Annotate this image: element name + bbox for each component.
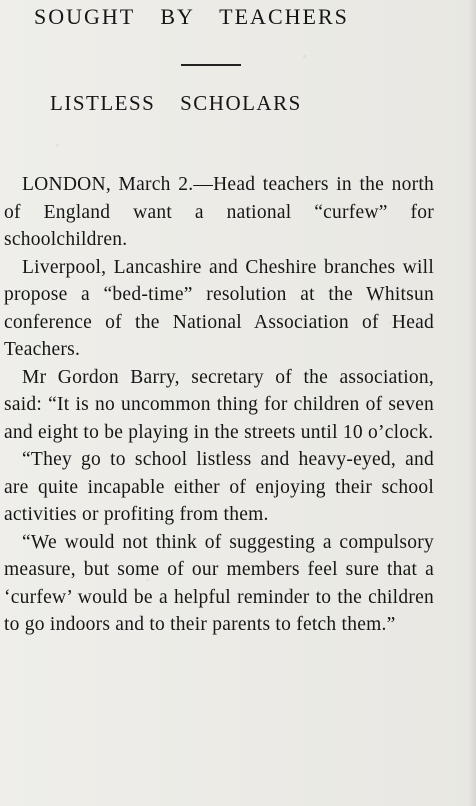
article-kicker: SOUGHT BY TEACHERS	[34, 4, 349, 29]
section-divider	[181, 64, 241, 66]
page-edge-shadow	[468, 0, 476, 806]
paragraph-4: “They go to school listless and heavy-eyed, and are quite incapable either of enjoying their school activities or profiting from them.	[4, 449, 434, 525]
article-body	[4, 171, 434, 639]
paragraph-1: LONDON, March 2.—Head teachers in the north of England want a national “curfew” for schoolchildren.	[4, 174, 434, 250]
paragraph-2: Liverpool, Lancashire and Cheshire branches will propose a “bed-time” resolution at the Whitsun conference of the National Association of Head Teachers.	[4, 256, 434, 360]
paragraph-3: Mr Gordon Barry, secretary of the association, said: “It is no uncommon thing for children of seven and eight to be playing in the streets until 10 o’clock.	[4, 366, 434, 443]
paragraph-5: “We would not think of suggesting a compulsory measure, but some of our members feel sure that a ‘curfew’ would be a helpful reminder to the children to go indoors and to their parents to fetch them.”	[4, 531, 434, 635]
article-subhead: LISTLESS SCHOLARS	[50, 91, 302, 115]
